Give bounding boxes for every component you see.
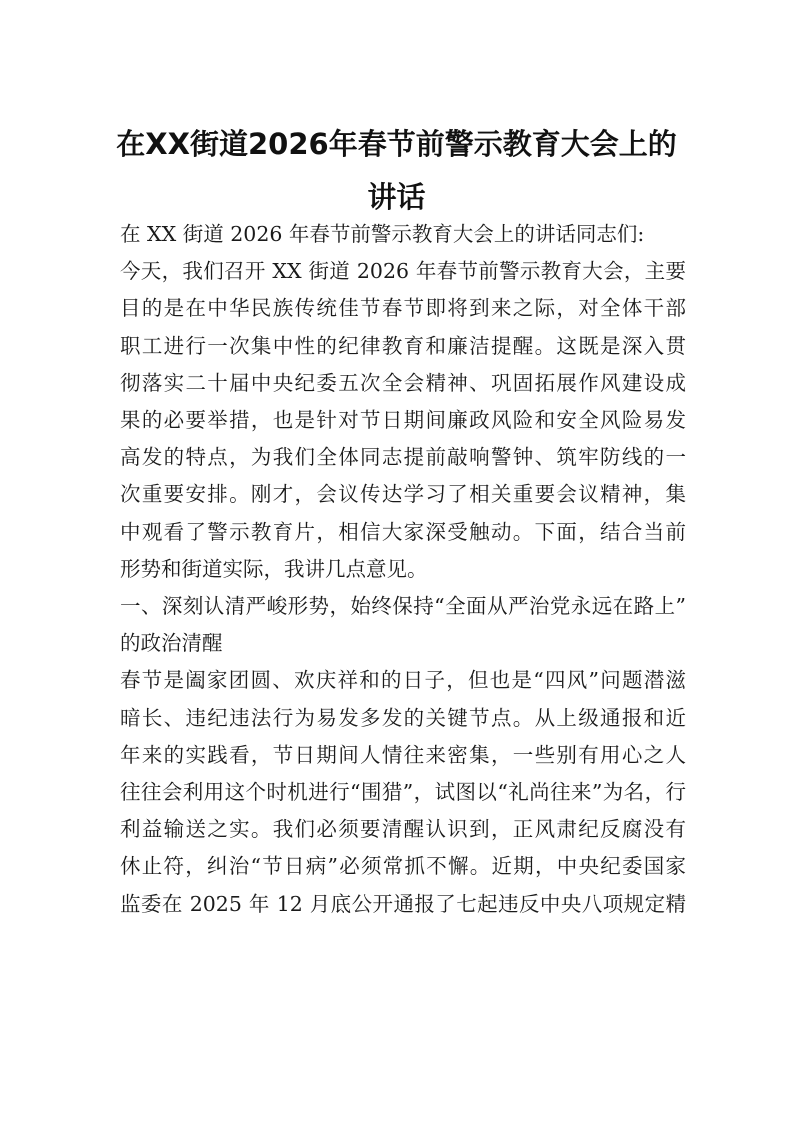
document-body [120,216,686,923]
text-line: 春节是阖家团圆、欢庆祥和的日子，但也是“四风”问题潜滋 [120,668,686,693]
text-line: 暗长、违纪违法行为易发多发的关键节点。从上级通报和近 [120,705,686,730]
text-line: 次重要安排。刚才，会议传达学习了相关重要会议精神，集 [120,482,686,507]
text-line: 休止符，纠治“节日病”必须常抓不懈。近期，中央纪委国家 [120,854,686,879]
text-line: 职工进行一次集中性的纪律教育和廉洁提醒。这既是深入贯 [120,333,686,358]
text-line: 中观看了警示教育片，相信大家深受触动。下面，结合当前 [120,519,686,544]
text-line: 年来的实践看，节日期间人情往来密集，一些别有用心之人 [120,742,686,767]
text-line: 果的必要举措，也是针对节日期间廉政风险和安全风险易发 [120,408,686,433]
title-line-1: 在XX街道2026年春节前警示教育大会上的 [116,127,677,161]
text-line: 今天，我们召开 XX 街道 2026 年春节前警示教育大会，主要 [120,259,686,284]
text-line: 往往会利用这个时机进行“围猎”，试图以“礼尚往来”为名，行 [120,780,686,805]
text-line: 监委在 2025 年 12 月底公开通报了七起违反中央八项规定精 [120,891,686,916]
text-line: 在 XX 街道 2026 年春节前警示教育大会上的讲话同志们: [120,222,645,246]
opening-paragraph [120,253,686,588]
text-line: 利益输送之实。我们必须要清醒认识到，正风肃纪反腐没有 [120,817,686,842]
text-line: 目的是在中华民族传统佳节春节即将到来之际，对全体干部 [120,296,686,321]
text-line: 形势和街道实际，我讲几点意见。 [120,556,428,581]
text-line: 彻落实二十届中央纪委五次全会精神、巩固拓展作风建设成 [120,370,686,395]
salutation-paragraph [120,216,686,253]
text-line: 高发的特点，为我们全体同志提前敲响警钟、筑牢防线的一 [120,445,686,470]
page-title [100,118,693,224]
section-body-paragraph [120,662,686,922]
text-line: 一、深刻认清严峻形势，始终保持“全面从严治党永远在路上” [120,594,686,619]
title-line-2: 讲话 [367,180,426,214]
text-line: 的政治清醒 [120,631,223,656]
section-heading [120,588,686,662]
